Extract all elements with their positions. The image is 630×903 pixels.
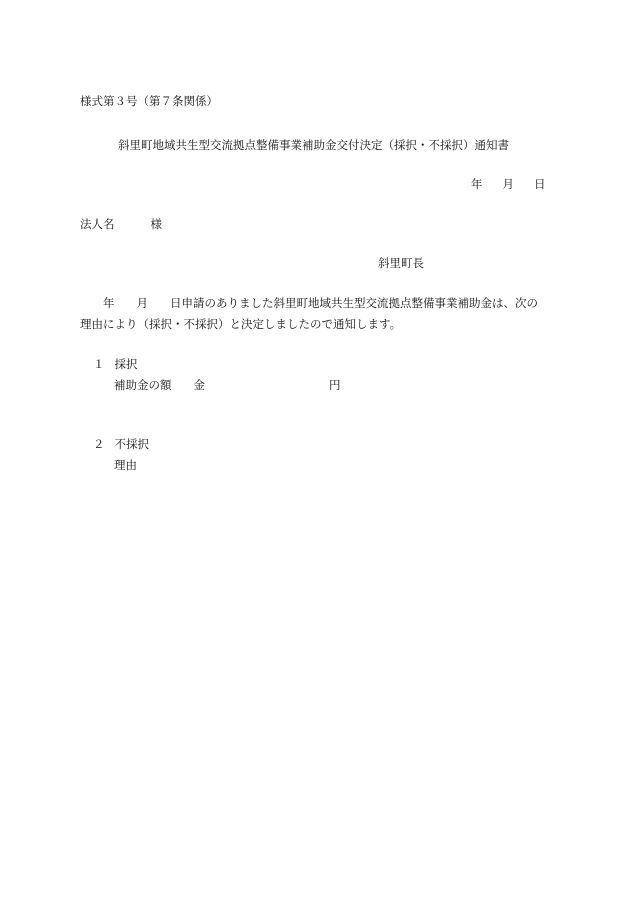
date-month: 月 bbox=[502, 177, 514, 191]
amount-unit: 円 bbox=[329, 378, 341, 392]
addressee-line bbox=[80, 219, 162, 231]
section-adopted-heading bbox=[93, 359, 138, 371]
document-title: 斜里町地域共生型交流拠点整備事業補助金交付決定（採択・不採択）通知書 bbox=[118, 138, 509, 152]
body-line-2: 理由により（採択・不採択）と決定しましたので通知します。 bbox=[80, 317, 402, 331]
form-number: 様式第３号（第７条関係） bbox=[80, 94, 218, 108]
body-month: 月 bbox=[136, 296, 148, 310]
addressee-honorific: 様 bbox=[150, 217, 162, 231]
date-day: 日 bbox=[534, 177, 546, 191]
amount-prefix: 金 bbox=[193, 378, 205, 392]
section-rejected-heading bbox=[93, 439, 149, 451]
reason-label: 理由 bbox=[114, 458, 137, 472]
date-year: 年 bbox=[471, 177, 483, 191]
date-line bbox=[471, 179, 546, 191]
issuer-name: 斜里町長 bbox=[378, 256, 424, 270]
body-line-1 bbox=[103, 298, 538, 310]
section-number: １ bbox=[93, 357, 105, 371]
subsidy-amount-line bbox=[114, 380, 341, 392]
body-year: 年 bbox=[103, 296, 115, 310]
section-number: ２ bbox=[93, 437, 105, 451]
addressee-label: 法人名 bbox=[80, 217, 115, 231]
subsidy-amount-label: 補助金の額 bbox=[114, 378, 172, 392]
section-title: 採択 bbox=[114, 357, 138, 371]
section-title: 不採択 bbox=[114, 437, 149, 451]
body-line1-text: 日申請のありました斜里町地域共生型交流拠点整備事業補助金は、次の bbox=[170, 296, 538, 310]
